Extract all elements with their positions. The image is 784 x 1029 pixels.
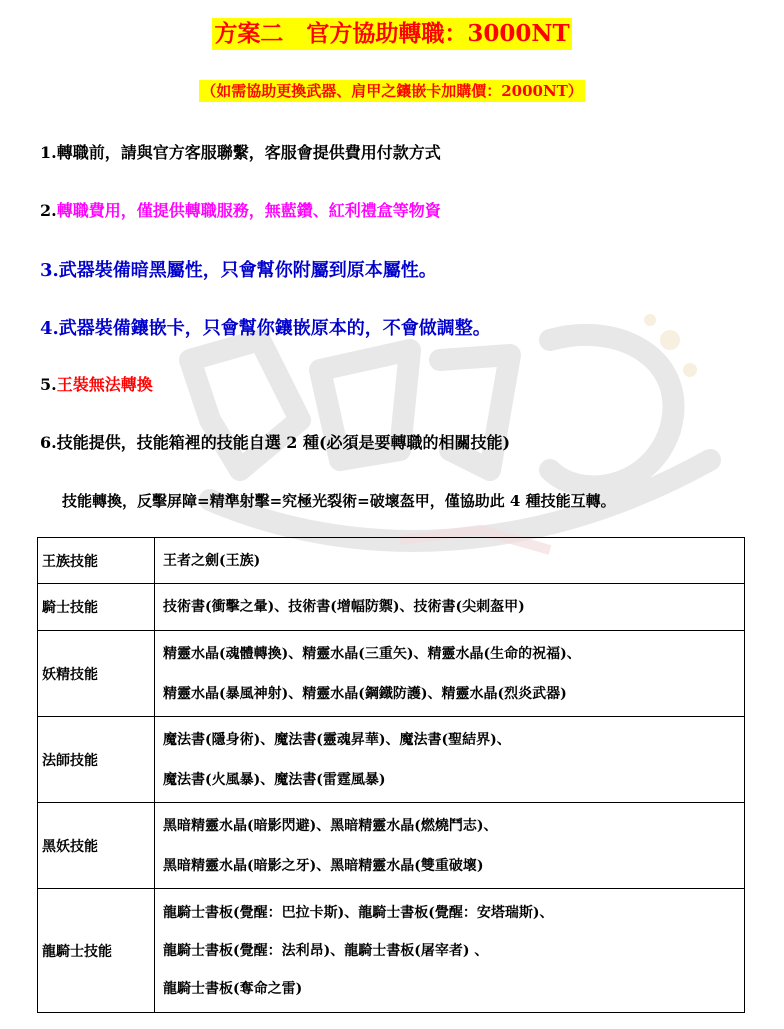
skill-line: 技術書(衝擊之暈)、技術書(增幅防禦)、技術書(尖刺盔甲) <box>163 599 525 615</box>
skill-list <box>155 631 745 717</box>
list-item-number: 2. <box>40 201 57 220</box>
skill-category: 王族技能 <box>38 538 155 584</box>
skill-line: 黑暗精靈水晶(暗影閃避)、黑暗精靈水晶(燃燒鬥志)、 <box>163 817 498 834</box>
skill-line: 魔法書(隱身術)、魔法書(靈魂昇華)、魔法書(聖結界)、 <box>163 731 511 748</box>
list-item-6 <box>40 430 510 453</box>
skill-category: 龍騎士技能 <box>38 889 155 1013</box>
list-item-text: 轉職前，請與官方客服聯繫，客服會提供費用付款方式 <box>56 143 441 162</box>
list-item-number: 1. <box>40 143 57 162</box>
skill-list <box>155 584 745 631</box>
skill-list <box>155 803 745 889</box>
list-item-number: 4. <box>40 318 59 339</box>
skill-swap-note: 技能轉換，反擊屏障=精準射擊=究極光裂術=破壞盔甲，僅協助此 4 種技能互轉。 <box>62 492 616 510</box>
list-item-1 <box>40 140 441 163</box>
table-row <box>38 803 745 889</box>
table-row <box>38 584 745 631</box>
skill-line: 魔法書(火風暴)、魔法書(雷霆風暴) <box>163 771 386 788</box>
page-title: 方案二 官方協助轉職：3000NT <box>212 18 571 50</box>
skill-list <box>155 717 745 803</box>
list-item-number: 6. <box>40 433 57 452</box>
list-item-text: 武器裝備暗黑屬性，只會幫你附屬到原本屬性。 <box>58 260 437 281</box>
list-item-number: 5. <box>40 375 57 394</box>
skill-line: 龍騎士書板(奪命之雷) <box>163 980 303 997</box>
table-row <box>38 631 745 717</box>
skill-category: 騎士技能 <box>38 584 155 631</box>
skills-table <box>37 537 745 1013</box>
list-item-4 <box>40 314 491 340</box>
table-row <box>38 717 745 803</box>
table-row <box>38 538 745 584</box>
skill-category: 妖精技能 <box>38 631 155 717</box>
table-row <box>38 889 745 1013</box>
skill-line: 黑暗精靈水晶(暗影之牙)、黑暗精靈水晶(雙重破壞) <box>163 857 484 874</box>
skill-list <box>155 889 745 1013</box>
list-item-text: 轉職費用，僅提供轉職服務，無藍鑽、紅利禮盒等物資 <box>56 201 441 220</box>
list-item-text: 武器裝備鑲嵌卡，只會幫你鑲嵌原本的，不會做調整。 <box>58 318 491 339</box>
list-item-5 <box>40 372 153 395</box>
skill-line: 精靈水晶(魂體轉換)、精靈水晶(三重矢)、精靈水晶(生命的祝福)、 <box>163 645 581 662</box>
list-item-text: 技能提供，技能箱裡的技能自選 2 種(必須是要轉職的相關技能) <box>56 433 511 452</box>
skill-line: 龍騎士書板(覺醒：法利昂)、龍騎士書板(屠宰者) 、 <box>163 942 489 959</box>
list-item-number: 3. <box>40 260 59 281</box>
list-item-3 <box>40 256 437 282</box>
skill-line: 龍騎士書板(覺醒：巴拉卡斯)、龍騎士書板(覺醒：安塔瑞斯)、 <box>163 904 554 921</box>
skill-line: 王者之劍(王族) <box>163 552 261 569</box>
skill-category: 法師技能 <box>38 717 155 803</box>
page-subtitle: （如需協助更換武器、肩甲之鑲嵌卡加購價：2000NT） <box>201 82 583 100</box>
skill-list <box>155 538 745 584</box>
list-item-2 <box>40 198 441 221</box>
skill-line: 精靈水晶(暴風神射)、精靈水晶(鋼鐵防護)、精靈水晶(烈炎武器) <box>163 685 567 702</box>
skill-category: 黑妖技能 <box>38 803 155 889</box>
list-item-text: 王裝無法轉換 <box>56 375 153 394</box>
